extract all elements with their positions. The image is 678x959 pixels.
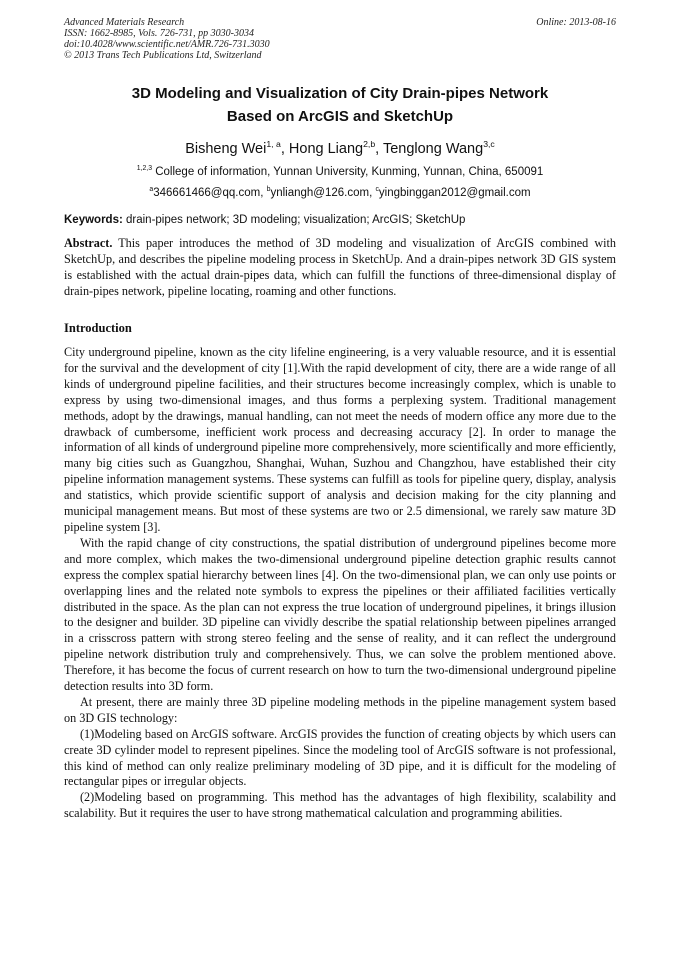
journal-name: Advanced Materials Research: [64, 17, 185, 28]
introduction-body: [64, 345, 616, 822]
paragraph: (1)Modeling based on ArcGIS software. ArcGIS provides the function of creating objects by which users can create 3D cylinder model to represent pipelines. Since the modeling tool of ArcGIS software is not professional, this kind of method can only realize preliminary modeling of 3D pipe, and it is difficult for the modeling of rectangular pipes or irregular objects.: [64, 726, 616, 789]
email-address[interactable]: yingbinggan2012@gmail.com: [378, 187, 531, 199]
abstract-label: Abstract.: [64, 236, 113, 250]
title-line-2: Based on ArcGIS and SketchUp: [226, 108, 454, 125]
doi-line: doi:10.4028/www.scientific.net/AMR.726-731.3030: [64, 39, 270, 50]
affiliation: [64, 165, 616, 179]
keywords-text: drain-pipes network; 3D modeling; visualization; ArcGIS; SketchUp: [122, 214, 466, 226]
paragraph: At present, there are mainly three 3D pipeline modeling methods in the pipeline management system based on 3D GIS technology:: [64, 694, 616, 725]
paragraph: City underground pipeline, known as the city lifeline engineering, is a very valuable resource, and it is essential for the survival and the development of city [1].With the rapid development of city, there are a wide range of all kinds of underground pipeline facilities, and their structures become increasingly complex, which is unable to express by using two-dimensional images, and thus forms a perplexing system. Traditional management methods, adopt by the drawings, manual handling, can not meet the needs of modern office any more due to the drawback of cumbersome, inefficient work process and decreasing accuracy [2]. In order to manage the information of all kinds of underground pipeline more comprehensively, more scientifically and more efficiently, many big cities such as Guangzhou, Shanghai, Wuhan, Suzhou and Changzhou, have established their city pipeline information management systems. These systems can fulfill as tools for pipeline query, display, analysis and statistics, which provide scientific support of analysis and decision making for the city planning and municipal management means. But most of these systems are two or 2.5 dimensional, we rarely saw mature 3D pipeline system [3].: [64, 345, 616, 534]
journal-header: [64, 17, 616, 61]
online-date: Online: 2013-08-16: [536, 17, 616, 28]
abstract: [64, 236, 616, 300]
author-list: Bisheng Wei$^{1, a}$, Hong Liang$^{2,b}$, Tenglong Wang$^{3,c}$: [185, 139, 495, 157]
abstract-text: This paper introduces the method of 3D modeling and visualization of ArcGIS combined with SketchUp, and describes the pipeline modeling process in SketchUp. And a drain-pipes network 3D GIS system is established with the actual drain-pipes data, which can fulfill the functions of three-dimensional display of drain-pipes network, pipeline locating, roaming and other functions.: [64, 236, 616, 298]
paragraph: With the rapid change of city constructions, the spatial distribution of underground pipelines become more and more complex, which makes the two-dimensional underground pipeline detection graphic results cannot express the complex spatial hierarchy between lines [4]. On the two-dimensional plan, we can only use points or overlapping lines and the related note symbols to express the pipelines or their affiliated facilities vertically distributed in the space. As the plan can not express the true location of underground pipelines, it brings illusion to the designer and builder. 3D pipeline can vividly describe the spatial relationship between pipelines arranged in a crisscross pattern with strong stereo feeling and the sense of reality, and it can reflect the underground pipeline network distribution truly and comprehensively. Thus, we can solve the problem mentioned above. Therefore, it has become the focus of current research on how to turn the two-dimensional underground pipeline detection results into 3D form.: [64, 535, 616, 694]
email-address[interactable]: ynliangh@126.com: [270, 187, 370, 199]
email-list: $^a$346661466@qq.com, $^b$ynliangh@126.com, $^c$yingbinggan2012@gmail.com: [149, 186, 531, 199]
keywords-label: Keywords:: [64, 214, 123, 226]
author-sup: 3,c: [483, 139, 495, 150]
author-name: Tenglong Wang: [382, 141, 484, 157]
copyright-line: © 2013 Trans Tech Publications Ltd, Switzerland: [64, 50, 262, 61]
issn-line: ISSN: 1662-8985, Vols. 726-731, pp 3030-3034: [64, 28, 254, 39]
section-heading: Introduction: [64, 321, 132, 335]
paragraph: (2)Modeling based on programming. This method has the advantages of high flexibility, scalability and scalability. But it requires the user to have strong mathematical calculation and programming abilities.: [64, 790, 616, 821]
email-sup: c: [375, 186, 379, 194]
paper-title: [64, 82, 616, 128]
author-sup: 2,b: [363, 139, 376, 150]
email-sup: a: [149, 186, 154, 194]
email-address[interactable]: 346661466@qq.com: [153, 187, 261, 199]
author-name: Bisheng Wei: [185, 141, 267, 157]
email-sup: b: [266, 186, 271, 194]
author-name: Hong Liang: [288, 141, 364, 157]
affiliation-text: College of information, Yunnan University, Kunming, Yunnan, China, 650091: [152, 166, 544, 178]
title-line-1: 3D Modeling and Visualization of City Drain-pipes Network: [131, 85, 549, 102]
affiliation-sup: 1,2,3: [136, 165, 153, 173]
keywords: [64, 213, 616, 227]
author-sup: 1, a: [266, 139, 281, 150]
